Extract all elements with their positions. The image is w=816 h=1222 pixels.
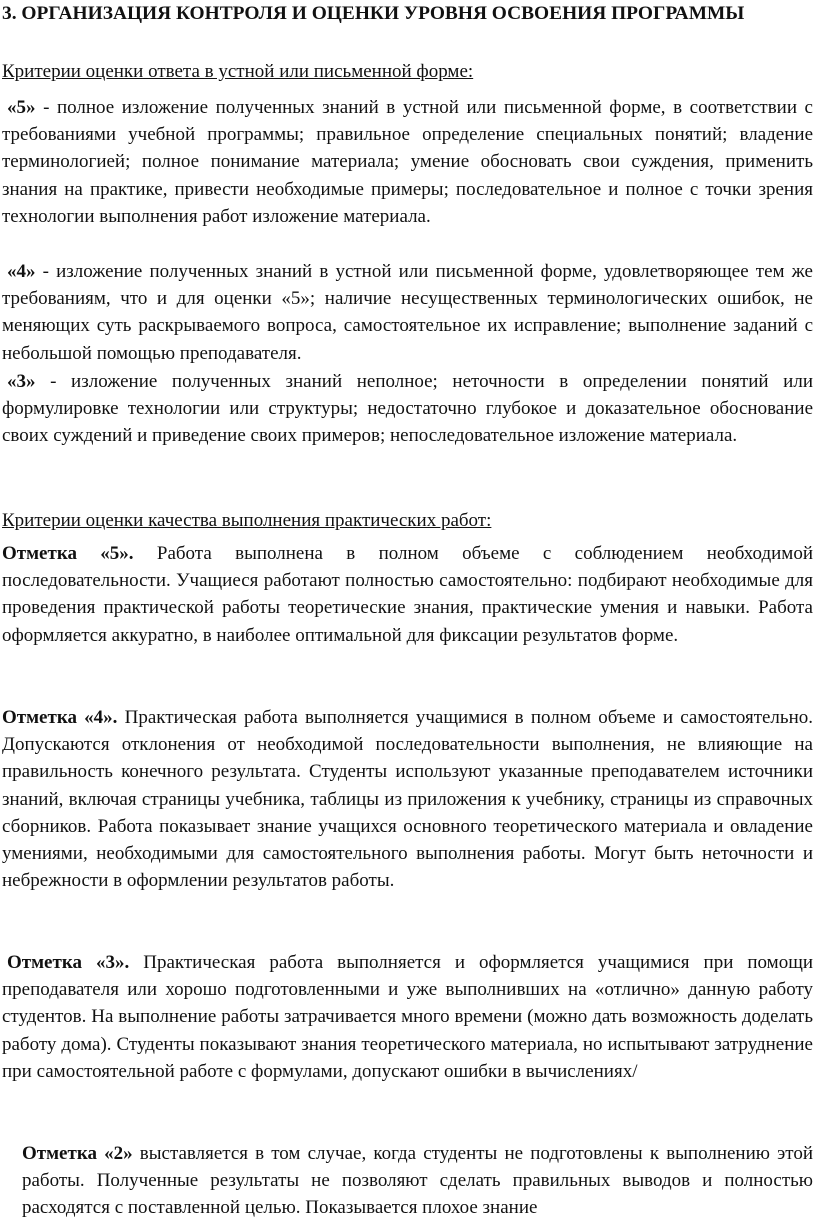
- grade-label: Отметка «3».: [7, 952, 130, 973]
- practical-criteria-heading: Критерии оценки качества выполнения практических работ:: [2, 510, 492, 531]
- criterion-text: Работа выполнена в полном объеме с соблюдением необходимой последовательности. Учащиеся работают полностью самостоятельно: подбирают необходимые для проведения практической работы теоретические знания, практические умения и навыки. Работа оформляется аккуратно, в наиболее оптимальной для фиксации результатов форме.: [2, 543, 813, 646]
- oral-criterion-4: [2, 258, 813, 367]
- grade-label: Отметка «5».: [2, 543, 134, 564]
- practical-criterion-4: [2, 704, 813, 894]
- oral-criterion-3: [2, 368, 813, 450]
- criterion-text: - изложение полученных знаний в устной или письменной форме, удовлетворяющее тем же требованиям, что и для оценки «5»; наличие несущественных терминологических ошибок, не меняющих суть раскрываемого вопроса, самостоятельное их исправление; выполнение заданий с небольшой помощью преподавателя.: [2, 261, 813, 364]
- practical-criterion-5: [2, 540, 813, 649]
- grade-label: «4»: [7, 261, 36, 282]
- grade-label: Отметка «4».: [2, 707, 118, 728]
- section-title: 3. ОРГАНИЗАЦИЯ КОНТРОЛЯ И ОЦЕНКИ УРОВНЯ ОСВОЕНИЯ ПРОГРАММЫ: [2, 3, 745, 24]
- criterion-text: - изложение полученных знаний неполное; неточности в определении понятий или формулировке технологии или структуры; недостаточно глубокое и доказательное обоснование своих суждений и приведение своих примеров; непоследовательное изложение материала.: [2, 371, 813, 447]
- criterion-text: выставляется в том случае, когда студенты не подготовлены к выполнению этой работы. Полученные результаты не позволяют сделать правильных выводов и полностью расходятся с поставленной целью. Показывается плохое знание: [22, 1143, 813, 1219]
- practical-criterion-2: [22, 1140, 813, 1222]
- practical-criterion-3: [2, 949, 813, 1085]
- criterion-text: Практическая работа выполняется учащимися в полном объеме и самостоятельно. Допускаются отклонения от необходимой последовательности выполнения, не влияющие на правильность конечного результата. Студенты используют указанные преподавателем источники знаний, включая страницы учебника, таблицы из приложения к учебнику, страницы из справочных сборников. Работа показывает знание учащихся основного теоретического материала и овладение умениями, необходимыми для самостоятельного выполнения работы. Могут быть неточности и небрежности в оформлении результатов работы.: [2, 707, 813, 892]
- criterion-text: Практическая работа выполняется и оформляется учащимися при помощи преподавателя или хорошо подготовленными и уже выполнивших на «отлично» данную работу студентов. На выполнение работы затрачивается много времени (можно дать возможность доделать работу дома). Студенты показывают знания теоретического материала, но испытывают затруднение при самостоятельной работе с формулами, допускают ошибки в вычислениях/: [2, 952, 814, 1082]
- oral-criteria-heading: Критерии оценки ответа в устной или письменной форме:: [2, 61, 474, 82]
- grade-label: «5»: [7, 97, 36, 118]
- grade-label: Отметка «2»: [22, 1143, 133, 1164]
- criterion-text: - полное изложение полученных знаний в устной или письменной форме, в соответствии с требованиями учебной программы; правильное определение специальных понятий; владение терминологией; полное понимание материала; умение обосновать свои суждения, применить знания на практике, привести необходимые примеры; последовательное и полное с точки зрения технологии выполнения работ изложение материала.: [2, 97, 813, 227]
- grade-label: «3»: [7, 371, 36, 392]
- oral-criterion-5: [2, 94, 813, 230]
